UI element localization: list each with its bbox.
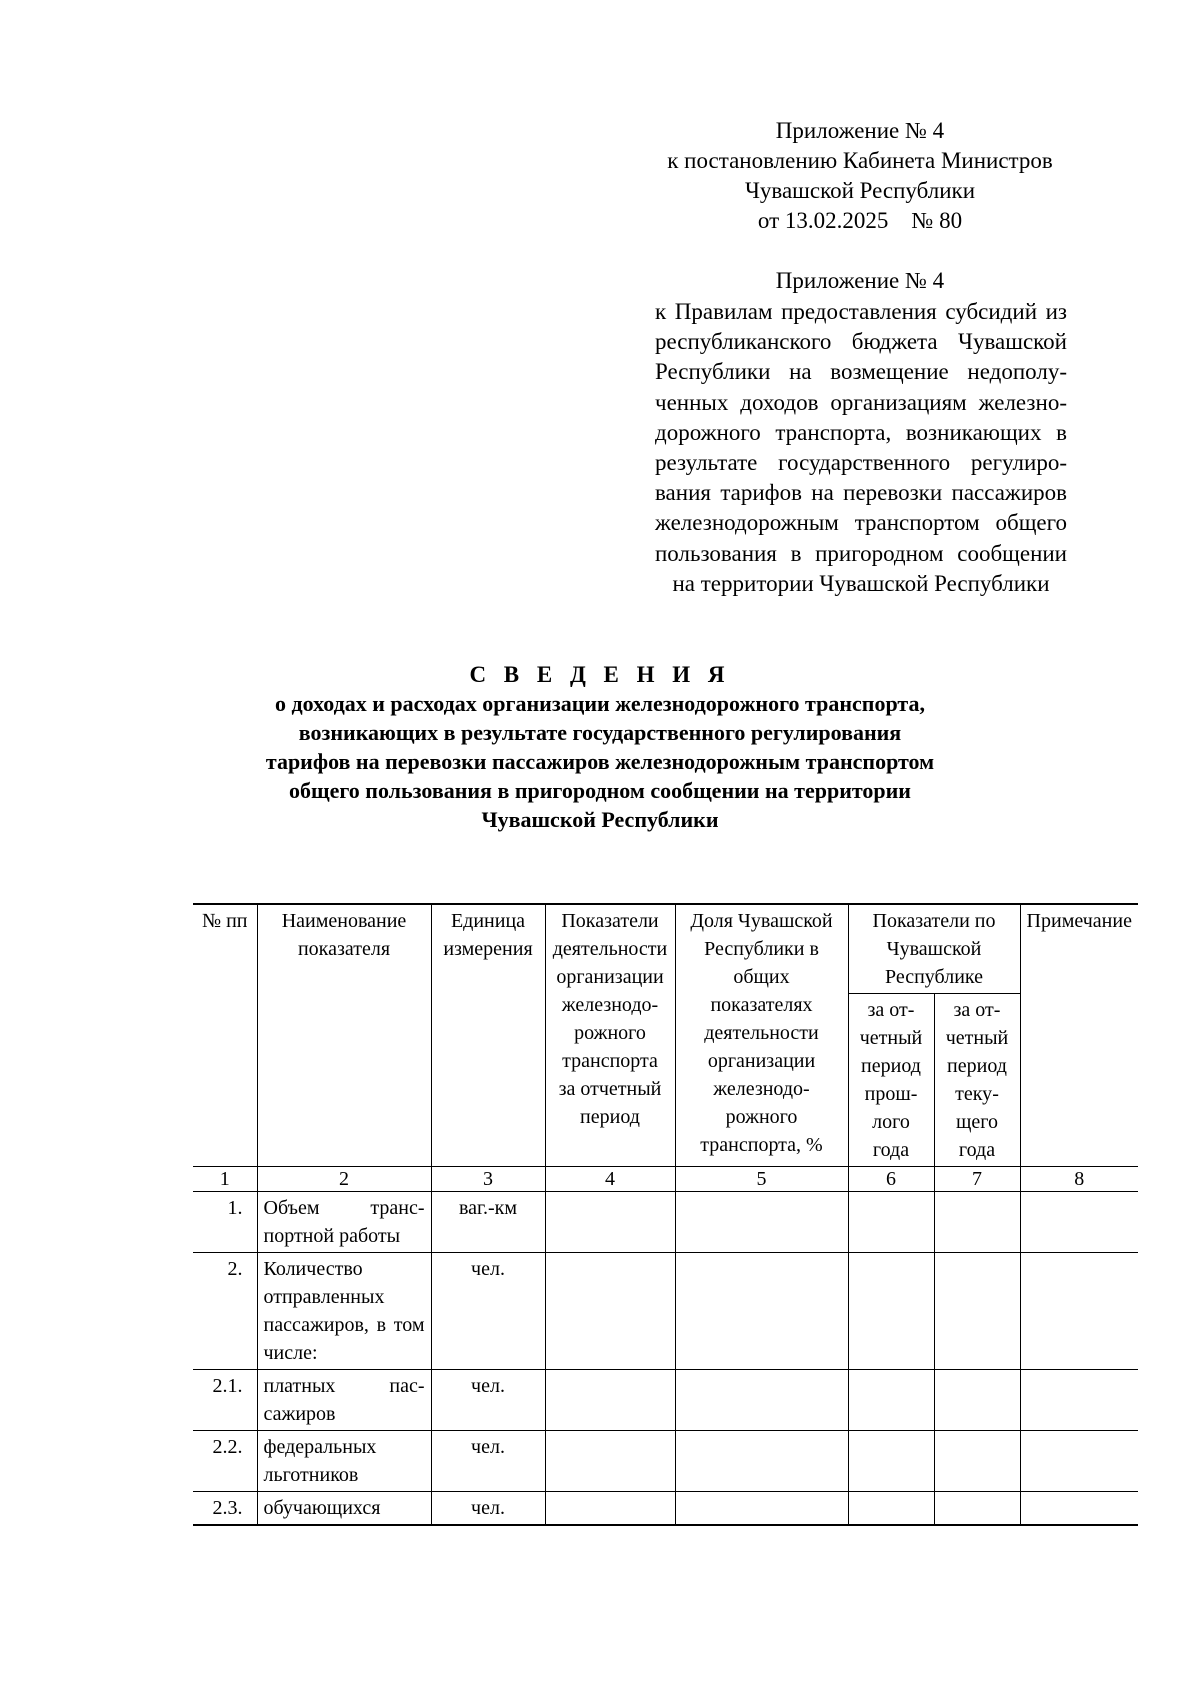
row-cell-empty — [848, 1431, 934, 1492]
row-unit: чел. — [431, 1431, 545, 1492]
appendix-heading: Приложение № 4 — [775, 268, 945, 293]
row-cell-empty — [545, 1253, 675, 1370]
row-indicator-name: федеральных льготников — [257, 1431, 431, 1492]
row-unit: чел. — [431, 1370, 545, 1431]
row-cell-empty — [1020, 1370, 1138, 1431]
row-number: 1. — [193, 1192, 257, 1253]
row-cell-empty — [675, 1192, 848, 1253]
row-cell-empty — [1020, 1192, 1138, 1253]
header-number: № пп — [193, 904, 257, 1167]
approval-line: Приложение № 4 — [775, 118, 945, 143]
row-cell-empty — [934, 1492, 1020, 1526]
column-number: 3 — [431, 1167, 545, 1192]
title-line: тарифов на перевозки пассажиров железнодорожным транспортом — [265, 749, 935, 774]
table-row — [193, 1253, 1138, 1370]
row-indicator-name: Количество отправленных пассажиров, в том числе: — [257, 1253, 431, 1370]
header-previous-year: за отчетный период прошлого года — [848, 994, 934, 1167]
column-number: 7 — [934, 1167, 1020, 1192]
approval-block-resolution — [640, 116, 1080, 236]
row-cell-empty — [934, 1253, 1020, 1370]
row-cell-empty — [934, 1192, 1020, 1253]
header-unit: Единица измерения — [431, 904, 545, 1167]
row-cell-empty — [848, 1370, 934, 1431]
row-cell-empty — [675, 1370, 848, 1431]
title-line: о доходах и расходах организации железнодорожного транспорта, — [275, 691, 925, 716]
row-number: 2. — [193, 1253, 257, 1370]
row-unit: чел. — [431, 1253, 545, 1370]
document-title — [200, 660, 1000, 834]
column-number: 5 — [675, 1167, 848, 1192]
row-cell-empty — [545, 1370, 675, 1431]
row-unit: чел. — [431, 1492, 545, 1526]
header-note: Примечание — [1020, 904, 1138, 1167]
row-cell-empty — [675, 1431, 848, 1492]
row-cell-empty — [675, 1253, 848, 1370]
title-line: возникающих в результате государственного регулирования — [298, 720, 902, 745]
row-cell-empty — [934, 1370, 1020, 1431]
table-row — [193, 1492, 1138, 1526]
column-number: 6 — [848, 1167, 934, 1192]
row-number: 2.3. — [193, 1492, 257, 1526]
row-number: 2.2. — [193, 1431, 257, 1492]
header-indicator-name: Наименование показателя — [257, 904, 431, 1167]
row-cell-empty — [1020, 1492, 1138, 1526]
appendix-rules-reference: к Правилам предоставления субсидий из республиканского бюджета Чувашской Республики на возмещение недополученных доходов организациям железнодорожного транспорта, возникающих в результате государственного регулирования тарифов на перевозки пассажиров железнодорожным транспортом общего пользования в пригородном сообщении на территории Чувашской Республики — [655, 299, 1067, 596]
table-row — [193, 1370, 1138, 1431]
indicators-table — [193, 903, 1138, 1526]
row-cell-empty — [848, 1253, 934, 1370]
header-chuvash-share: Доля Чувашской Республики в общих показателях деятельности организации железнодорожного транспорта, % — [675, 904, 848, 1167]
approval-line: Чувашской Республики — [744, 178, 976, 203]
row-cell-empty — [545, 1492, 675, 1526]
table-row — [193, 1192, 1138, 1253]
row-indicator-name: Объем транспортной работы — [257, 1192, 431, 1253]
row-indicator-name: платных пассажиров — [257, 1370, 431, 1431]
row-cell-empty — [545, 1192, 675, 1253]
column-number: 4 — [545, 1167, 675, 1192]
column-number: 1 — [193, 1167, 257, 1192]
column-numbers-row — [193, 1167, 1138, 1192]
title-main: С В Е Д Е Н И Я — [469, 662, 731, 687]
header-current-year: за отчетный период текущего года — [934, 994, 1020, 1167]
row-cell-empty — [848, 1192, 934, 1253]
row-number: 2.1. — [193, 1370, 257, 1431]
row-indicator-name: обучающихся — [257, 1492, 431, 1526]
title-line: общего пользования в пригородном сообщении на территории — [289, 778, 911, 803]
row-cell-empty — [1020, 1431, 1138, 1492]
row-cell-empty — [934, 1431, 1020, 1492]
row-cell-empty — [1020, 1253, 1138, 1370]
row-cell-empty — [675, 1492, 848, 1526]
row-cell-empty — [848, 1492, 934, 1526]
column-number: 8 — [1020, 1167, 1138, 1192]
row-cell-empty — [545, 1431, 675, 1492]
header-chuvash-indicators: Показатели по Чувашской Республике — [848, 904, 1020, 994]
header-organization-indicators: Показатели деятельности организации железнодорожного транспорта за отчетный период — [545, 904, 675, 1167]
approval-date-number: от 13.02.2025 № 80 — [757, 208, 963, 233]
approval-line: к постановлению Кабинета Министров — [667, 148, 1053, 173]
column-number: 2 — [257, 1167, 431, 1192]
title-line: Чувашской Республики — [481, 807, 719, 832]
row-unit: ваг.-км — [431, 1192, 545, 1253]
table-row — [193, 1431, 1138, 1492]
